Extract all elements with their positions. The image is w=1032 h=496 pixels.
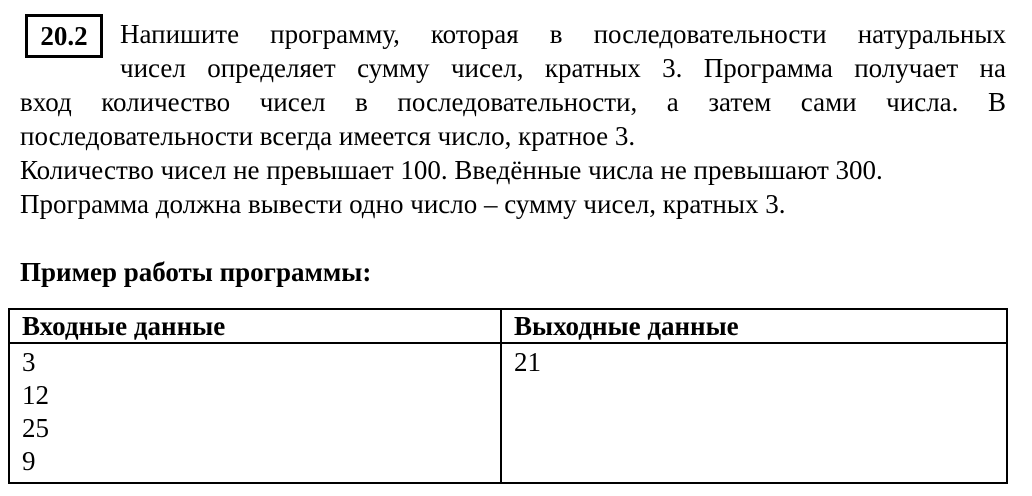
task-text-line-4: последовательности всегда имеется число, кратное 3. [20,121,636,151]
example-title: Пример работы программы: [20,257,372,287]
task-text-line-3: вход количество чисел в последовательности, а затем сами числа. В [20,87,1006,117]
table-row [9,343,1007,483]
output-cell [501,343,1007,483]
output-value: 21 [514,347,541,377]
task-number-badge: 20.2 [25,14,103,58]
input-header: Входные данные [9,309,501,343]
task-text-line-6: Программа должна вывести одно число – сумму чисел, кратных 3. [20,189,786,219]
input-value: 12 [22,380,49,410]
input-value: 25 [22,413,49,443]
input-cell [9,343,501,483]
example-table [8,308,1008,484]
table-header-row [9,309,1007,343]
task-text-line-2: чисел определяет сумму чисел, кратных 3. Программа получает на [120,53,1006,83]
output-header: Выходные данные [501,309,1007,343]
input-value: 3 [22,347,36,377]
task-text-line-1: Напишите программу, которая в последовательности натуральных [120,19,1006,49]
task-text-line-5: Количество чисел не превышает 100. Введённые числа не превышают 300. [20,155,883,185]
input-value: 9 [22,446,36,476]
